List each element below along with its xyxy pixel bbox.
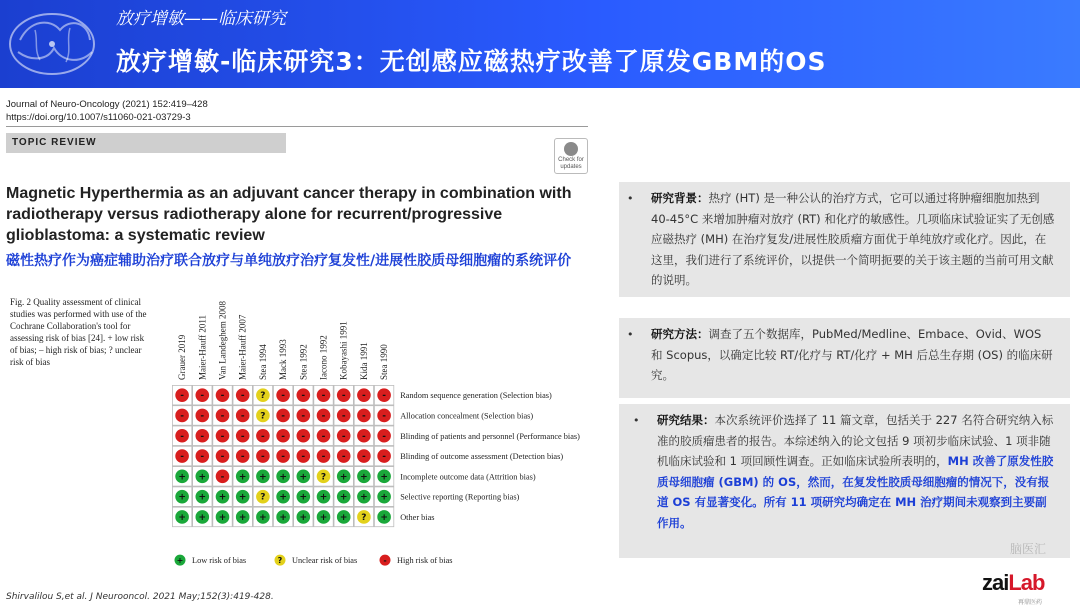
rating-symbol: - <box>240 391 245 402</box>
watermark: 脑医汇 <box>1010 542 1047 556</box>
bias-domain-label: Other bias <box>400 512 435 522</box>
methods-label: 研究方法： <box>651 327 709 341</box>
check-updates-text-2: updates <box>560 164 582 170</box>
rating-symbol: - <box>220 411 225 422</box>
study-label: Stea 1990 <box>379 344 390 380</box>
journal-line: Journal of Neuro-Oncology (2021) 152:419–428 <box>6 99 208 110</box>
rating-symbol: - <box>301 431 306 442</box>
figure-caption: Fig. 2 Quality assessment of clinical studies was performed with use of the Cochrane Collaboration's tool for assessing risk of bias [24]. + low risk of bias; – high risk of bias; ? unclear risk of bias <box>10 297 147 367</box>
rating-symbol: - <box>321 391 326 402</box>
study-label: Kobayashi 1991 <box>338 321 349 380</box>
rating-symbol: - <box>382 411 386 422</box>
rating-symbol: + <box>380 512 388 523</box>
logo-main: zai <box>982 570 1009 595</box>
rating-symbol: + <box>279 492 287 503</box>
rating-symbol: + <box>198 492 207 503</box>
rating-symbol: - <box>382 391 386 402</box>
rating-symbol: + <box>198 472 207 483</box>
study-label: Maier-Hauff 2011 <box>197 314 208 380</box>
rating-symbol: - <box>341 391 346 402</box>
study-label: Van Landeghem 2008 <box>217 301 228 380</box>
rating-symbol: - <box>240 452 245 463</box>
rating-symbol: - <box>321 431 326 442</box>
logo-subtitle: 再鼎医药 <box>1018 599 1043 606</box>
background-panel <box>619 182 1070 297</box>
rating-symbol: + <box>299 472 308 483</box>
rating-symbol: ? <box>260 492 266 503</box>
rating-symbol: + <box>178 512 186 523</box>
rating-symbol: + <box>339 472 348 483</box>
rating-symbol: - <box>180 431 184 442</box>
study-label: Grauer 2019 <box>177 334 188 380</box>
rating-symbol: + <box>380 472 388 483</box>
bias-domain-label: Blinding of patients and personnel (Performance bias) <box>400 431 580 441</box>
rating-symbol: - <box>180 411 184 422</box>
study-label: Mack 1993 <box>278 339 289 380</box>
rating-symbol: - <box>362 431 366 442</box>
rating-symbol: + <box>178 472 186 483</box>
rating-symbol: - <box>200 452 205 463</box>
methods-body: 调查了五个数据库，PubMed/Medline、Embace、Ovid、WOS 和 Scopus，以确定比较 RT/化疗与 RT/化疗 + MH 后总生存期 (OS) 的临床研究。 <box>651 327 1053 382</box>
results-text <box>657 410 1056 533</box>
methods-panel <box>619 318 1070 398</box>
study-label: Iacono 1992 <box>318 335 329 380</box>
rating-symbol: - <box>341 411 346 422</box>
rating-symbol: + <box>238 512 247 523</box>
bias-domain-label: Random sequence generation (Selection bias) <box>400 391 552 401</box>
rating-symbol: - <box>200 411 205 422</box>
rating-symbol: + <box>299 512 308 523</box>
rating-symbol: - <box>321 452 326 463</box>
rating-symbol: - <box>200 391 205 402</box>
rating-symbol: - <box>382 431 386 442</box>
reference-citation: Shirvalilou S,et al. J Neurooncol. 2021 May;152(3):419-428. <box>6 592 274 602</box>
journal-citation <box>6 98 208 124</box>
bullet-icon: • <box>627 192 634 205</box>
rating-symbol: + <box>360 492 368 503</box>
results-panel <box>619 404 1070 558</box>
study-label: Stea 1994 <box>257 344 268 380</box>
bias-domain-label: Allocation concealment (Selection bias) <box>400 411 534 421</box>
rating-symbol: - <box>180 452 184 463</box>
check-updates-text: Check for <box>558 157 584 163</box>
results-label: 研究结果： <box>657 413 715 427</box>
article-title-en: Magnetic Hyperthermia as an adjuvant cancer therapy in combination with radiotherapy versus radiotherapy alone for recurrent/progressive glioblastoma: a systematic review <box>6 185 572 244</box>
legend-symbol: + <box>176 556 184 566</box>
rating-symbol: - <box>240 431 245 442</box>
rating-symbol: - <box>261 431 265 442</box>
rating-symbol: + <box>198 512 207 523</box>
bias-domain-label: Incomplete outcome data (Attrition bias) <box>400 472 536 482</box>
rating-symbol: - <box>341 452 346 463</box>
rating-symbol: - <box>382 452 386 463</box>
rating-symbol: + <box>299 492 308 503</box>
legend-symbol: ? <box>277 556 283 566</box>
risk-of-bias-grid <box>170 288 610 566</box>
rating-symbol: + <box>339 512 348 523</box>
rating-symbol: - <box>180 391 184 402</box>
legend-label: High risk of bias <box>397 556 453 566</box>
rating-symbol: + <box>360 472 368 483</box>
rating-symbol: + <box>218 512 227 523</box>
rating-symbol: - <box>301 452 306 463</box>
legend-symbol: - <box>383 556 387 566</box>
rating-symbol: - <box>220 431 225 442</box>
background-text <box>651 188 1056 291</box>
topic-review-label: TOPIC REVIEW <box>6 133 286 153</box>
divider <box>6 126 588 127</box>
rating-symbol: + <box>279 512 287 523</box>
bullet-icon: • <box>633 414 640 427</box>
rating-symbol: - <box>281 391 285 402</box>
results-body: 本次系统评价选择了 11 篇文章，包括关于 227 名符合研究纳入标准的胶质瘤患者的报告。本综述纳入的论文包括 9 项初步临床试验、1 项非随机临床试验和 1 项回顾性调查。正如临床试验所表明的， <box>657 413 1054 468</box>
rating-symbol: + <box>259 512 267 523</box>
rating-symbol: - <box>321 411 326 422</box>
rating-symbol: + <box>319 492 328 503</box>
rating-symbol: + <box>218 492 227 503</box>
rating-symbol: - <box>220 452 225 463</box>
bias-domain-label: Blinding of outcome assessment (Detection bias) <box>400 452 564 462</box>
rating-symbol: - <box>341 431 346 442</box>
header-banner <box>0 0 1080 88</box>
background-label: 研究背景： <box>651 191 709 205</box>
rating-symbol: ? <box>320 472 327 483</box>
rating-symbol: - <box>240 411 245 422</box>
slide-title: 放疗增敏-临床研究3：无创感应磁热疗改善了原发GBM的OS <box>116 47 827 76</box>
rating-symbol: - <box>200 431 205 442</box>
rating-symbol: - <box>220 391 225 402</box>
rating-symbol: - <box>281 431 285 442</box>
rating-symbol: ? <box>260 391 266 402</box>
rating-symbol: - <box>261 452 265 463</box>
rating-symbol: + <box>279 472 287 483</box>
rating-symbol: - <box>301 391 306 402</box>
rating-symbol: + <box>380 492 388 503</box>
header-subtitle: 放疗增敏——临床研究 <box>116 9 286 29</box>
rating-symbol: - <box>362 391 366 402</box>
rating-symbol: + <box>238 472 247 483</box>
bullet-icon: • <box>627 328 634 341</box>
study-label: Maier-Hauff 2007 <box>237 314 248 380</box>
study-label: Stea 1992 <box>298 344 309 380</box>
rating-symbol: - <box>281 452 285 463</box>
rating-symbol: + <box>259 472 267 483</box>
rating-symbol: ? <box>361 512 367 523</box>
rating-symbol: + <box>319 512 328 523</box>
study-label: Kida 1991 <box>358 342 369 380</box>
logo-accent: Lab <box>1008 570 1045 595</box>
methods-text <box>651 324 1056 386</box>
results-highlight: MH 改善了原发性胶质母细胞瘤 (GBM) 的 OS，然而，在复发性胶质母细胞瘤的情况下，没有报道 OS 有显著变化。所有 11 项研究均确定在 MH 治疗期间未观察到主要副作用。 <box>657 454 1054 530</box>
rating-symbol: + <box>339 492 348 503</box>
rating-symbol: - <box>220 472 225 483</box>
rating-symbol: - <box>301 411 306 422</box>
rating-symbol: - <box>362 411 366 422</box>
doi-line: https://doi.org/10.1007/s11060-021-03729-3 <box>6 112 191 123</box>
rating-symbol: - <box>281 411 285 422</box>
zai-lab-logo <box>982 570 1044 596</box>
legend-label: Unclear risk of bias <box>292 556 358 566</box>
rating-symbol: + <box>238 492 247 503</box>
article-title-cn: 磁性热疗作为癌症辅助治疗联合放疗与单纯放疗治疗复发性/进展性胶质母细胞瘤的系统评价 <box>6 253 572 269</box>
check-updates-icon <box>564 142 578 156</box>
background-body: 热疗 (HT) 是一种公认的治疗方式，它可以通过将肿瘤细胞加热到 40-45°C 来增加肿瘤对放疗 (RT) 和化疗的敏感性。几项临床试验证实了无创感应磁热疗 (MH) 在治疗复发/进展性胶质瘤方面优于单纯放疗或化疗。因此，在这里，我们进行了系统评价，以提供一个简明扼要的关于该主题的当前可用文献的说明。 <box>651 191 1055 287</box>
check-for-updates-badge <box>554 138 588 174</box>
rating-symbol: + <box>178 492 186 503</box>
bias-domain-label: Selective reporting (Reporting bias) <box>400 492 520 502</box>
legend-label: Low risk of bias <box>192 556 247 566</box>
rating-symbol: ? <box>260 411 266 422</box>
rating-symbol: - <box>362 452 366 463</box>
